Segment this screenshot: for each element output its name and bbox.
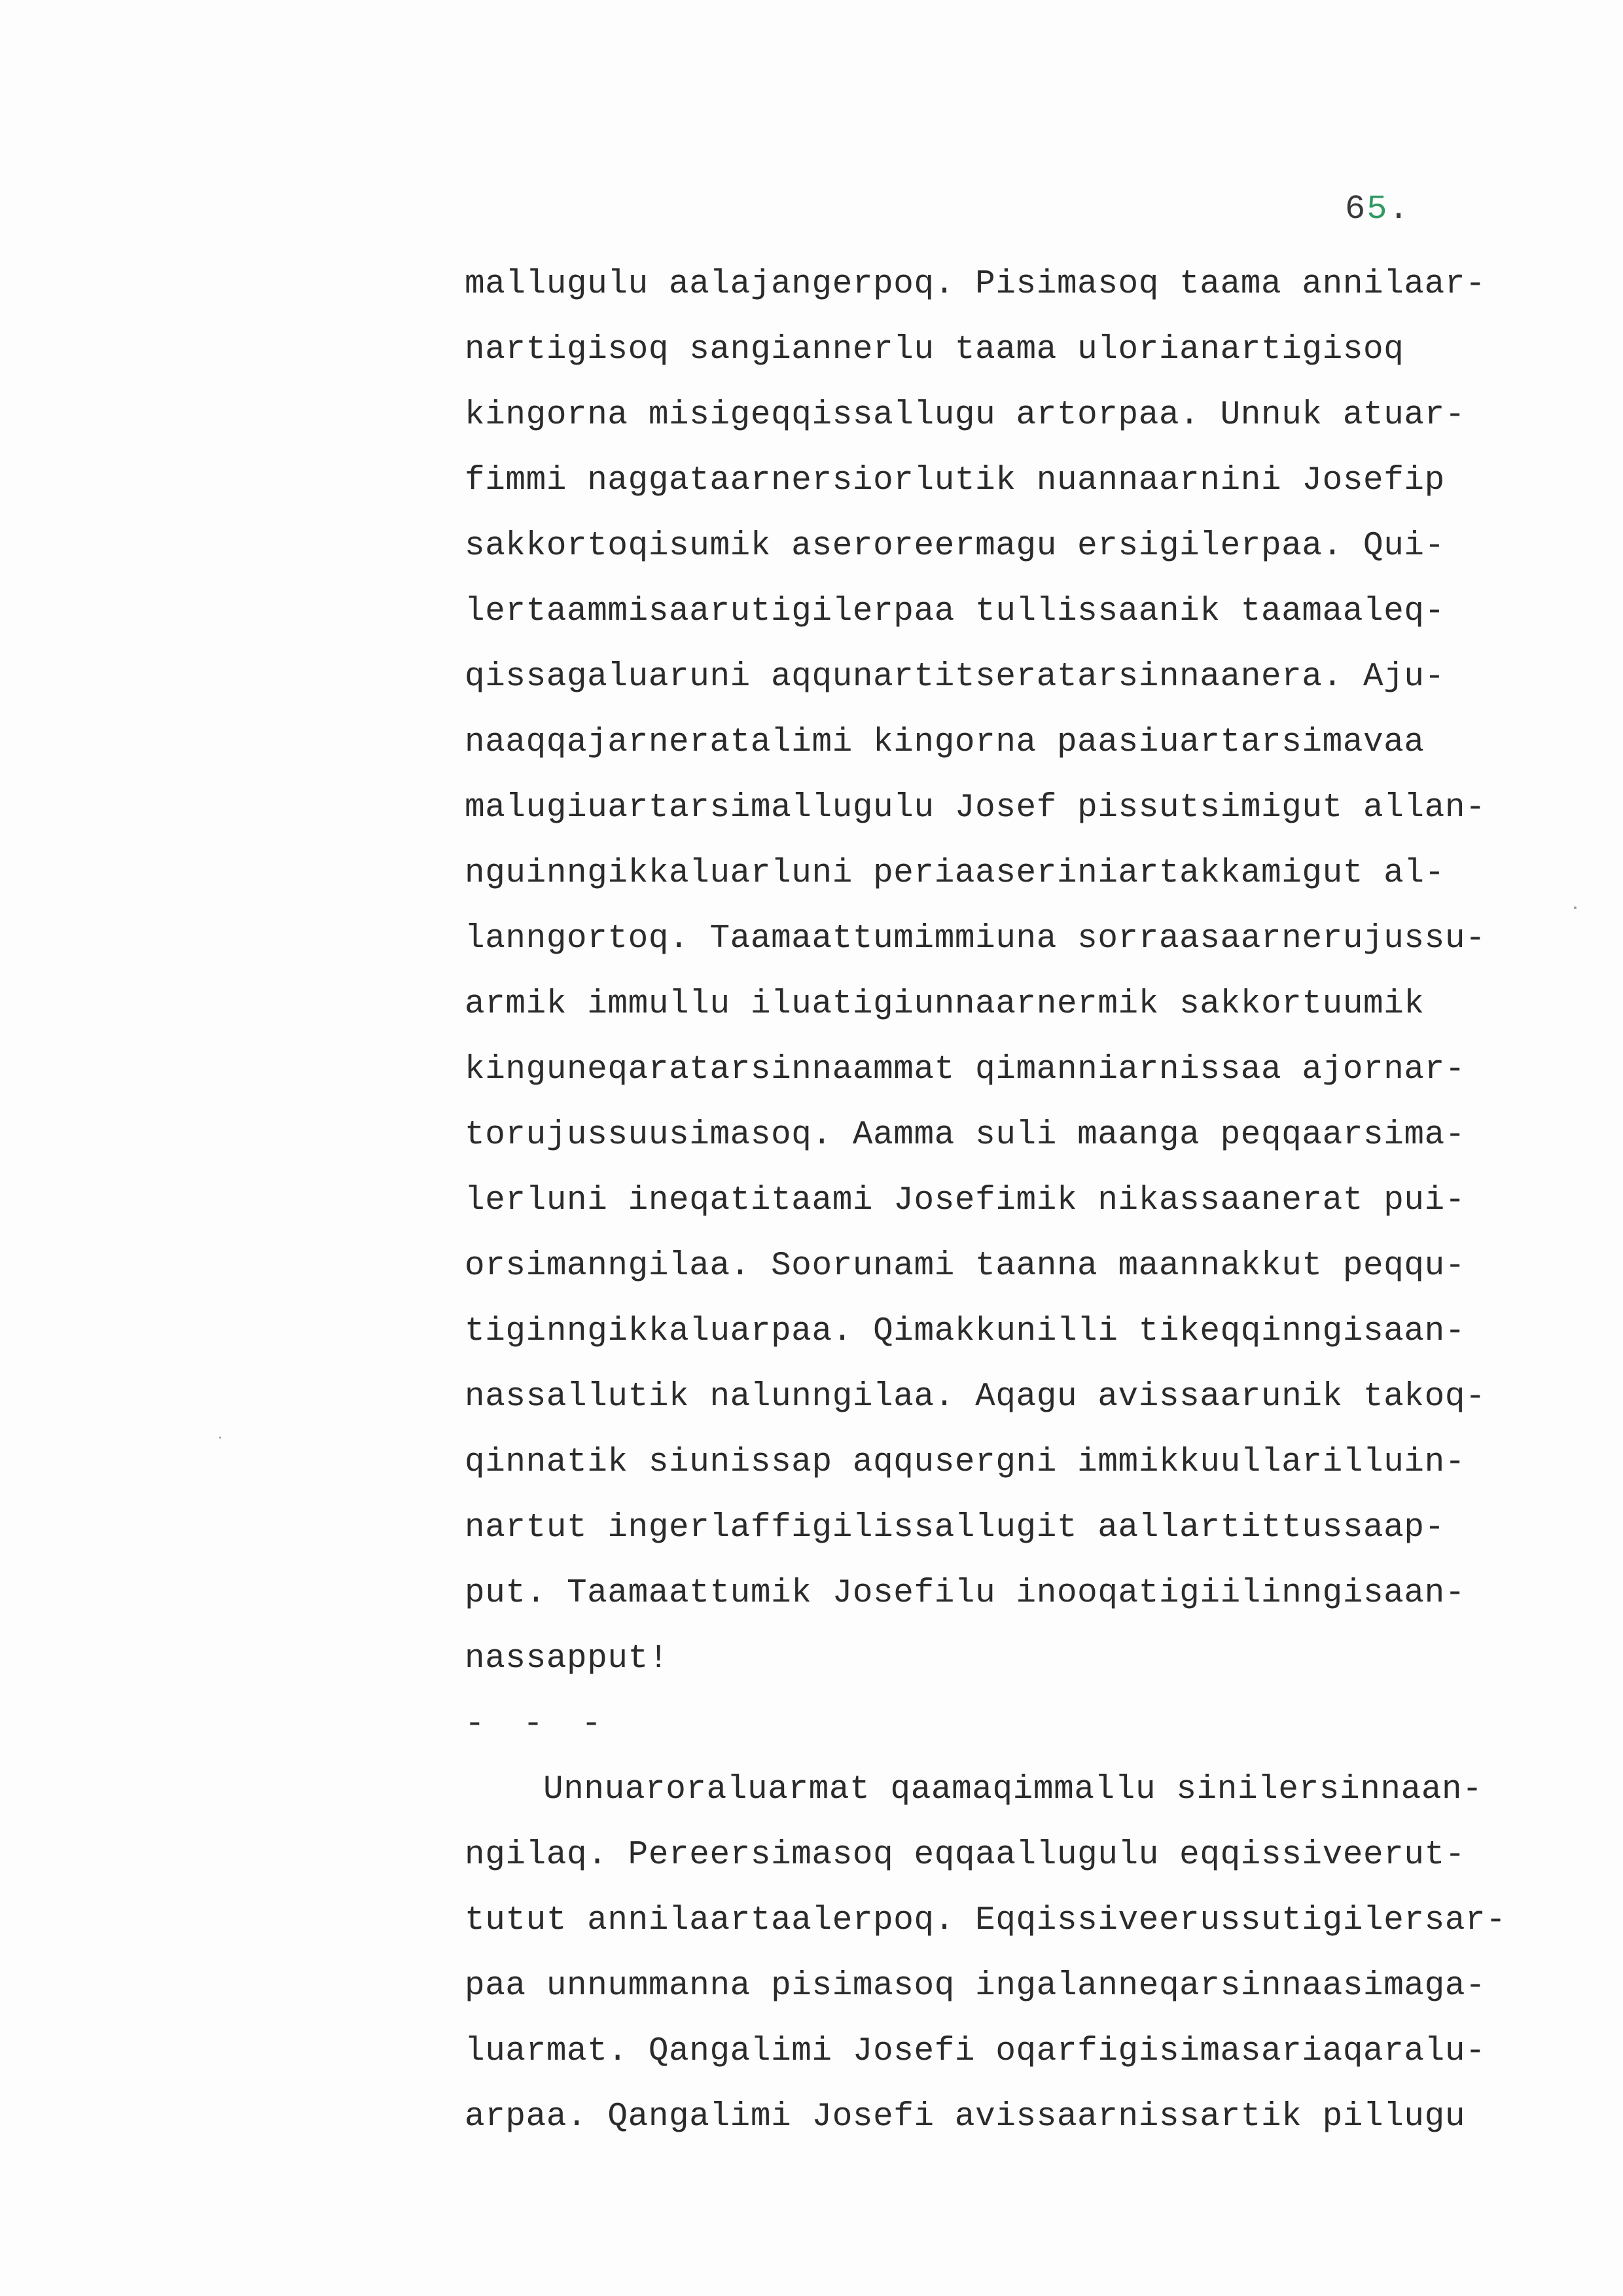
text-line: kingorna misigeqqissallugu artorpaa. Unnuk atuar-: [465, 397, 1466, 434]
text-line: orsimanngilaa. Soorunami taanna maannakkut peqqu-: [465, 1247, 1466, 1285]
text-line: mallugulu aalajangerpoq. Pisimasoq taama annilaar-: [465, 266, 1486, 303]
text-line: tutut annilaartaalerpoq. Eqqissiveerussutigilersar-: [465, 1902, 1507, 1939]
text-line: qinnatik siunissap aqqusergni immikkuullarilluin-: [465, 1444, 1466, 1481]
typewritten-text-body: [465, 252, 1512, 2150]
text-line: nartut ingerlaffigilissallugit aallartittussaap-: [465, 1509, 1445, 1547]
text-line: malugiuartarsimallugulu Josef pissutsimigut allan-: [465, 789, 1486, 827]
text-line: torujussuusimasoq. Aamma suli maanga peqqaarsima-: [465, 1117, 1466, 1154]
text-line: fimmi naggataarnersiorlutik nuannaarnini Josefip: [465, 462, 1445, 499]
text-line: naaqqajarneratalimi kingorna paasiuartarsimavaa: [465, 724, 1425, 761]
text-line: nartigisoq sangiannerlu taama ulorianartigisoq: [465, 331, 1404, 368]
text-line: armik immullu iluatigiunnaarnermik sakkortuumik: [465, 986, 1425, 1023]
page-number: [1345, 190, 1410, 228]
paragraph-1: [465, 252, 1512, 1692]
paper-speck: [219, 1437, 221, 1439]
section-separator: - - -: [465, 1706, 611, 1743]
text-line: lerluni ineqatitaami Josefimik nikassaanerat pui-: [465, 1182, 1466, 1219]
page-number-handwritten-digit: 5: [1366, 190, 1389, 228]
text-line: tiginngikkaluarpaa. Qimakkunilli tikeqqinngisaan-: [465, 1313, 1466, 1350]
paper-speck: [1574, 906, 1577, 909]
text-line: arpaa. Qangalimi Josefi avissaarnissartik pillugu: [465, 2098, 1466, 2136]
text-line: ngilaq. Pereersimasoq eqqaallugulu eqqissiveerut-: [465, 1837, 1466, 1874]
text-line: lertaammisaarutigilerpaa tullissaanik taamaaleq-: [465, 593, 1445, 630]
text-line: put. Taamaattumik Josefilu inooqatigiilinngisaan-: [465, 1575, 1466, 1612]
text-line-indented: Unnuaroraluarmat qaamaqimmallu sinilersinnaan-: [543, 1771, 1483, 1808]
page-number-period: .: [1388, 190, 1410, 228]
text-line: sakkortoqisumik aseroreermagu ersigilerpaa. Qui-: [465, 528, 1445, 565]
page-number-printed-digit: 6: [1345, 190, 1367, 228]
text-line: nguinngikkaluarluni periaaseriniartakkamigut al-: [465, 855, 1445, 892]
text-line: paa unnummanna pisimasoq ingalanneqarsinnaasimaga-: [465, 1967, 1486, 2005]
text-line: luarmat. Qangalimi Josefi oqarfigisimasariaqaralu-: [465, 2033, 1486, 2070]
text-line: lanngortoq. Taamaattumimmiuna sorraasaarnerujussu-: [465, 920, 1486, 958]
text-line: nassallutik nalunngilaa. Aqagu avissaarunik takoq-: [465, 1378, 1486, 1416]
text-line: qissagaluaruni aqqunartitseratarsinnaanera. Aju-: [465, 658, 1445, 696]
text-line: nassapput!: [465, 1640, 669, 1677]
text-line: kinguneqaratarsinnaammat qimanniarnissaa ajornar-: [465, 1051, 1466, 1088]
paragraph-2: [465, 1757, 1512, 2150]
